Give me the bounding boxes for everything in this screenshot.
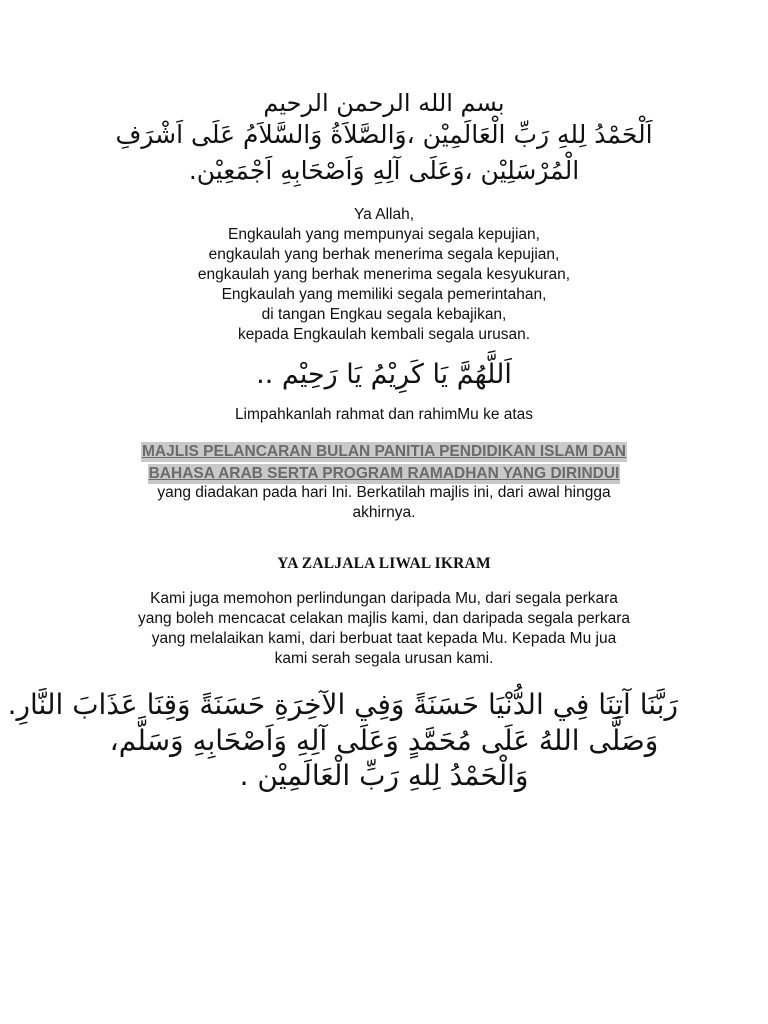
event-name-line: MAJLIS PELANCARAN BULAN PANITIA PENDIDIKAN ISLAM DAN — [142, 443, 626, 460]
praise-line: engkaulah yang berhak menerima segala kesyukuran, — [197, 266, 571, 283]
event-name-highlight — [80, 442, 688, 484]
protection-line: yang boleh mencacat celakan majlis kami, dan daripada segala perkara — [138, 610, 630, 627]
protection-line: Kami juga memohon perlindungan daripada Mu, dari segala perkara — [150, 590, 618, 607]
praise-line: Engkaulah yang memiliki segala pemerintahan, — [221, 286, 547, 303]
event-description-line: yang diadakan pada hari Ini. Berkatilah majlis ini, dari awal hingga — [157, 484, 611, 501]
protection-line: yang melalaikan kami, dari berbuat taat kepada Mu. Kepada Mu jua — [151, 630, 617, 647]
event-description-line: akhirnya. — [352, 504, 416, 521]
closing-dua-line-3: وَالْحَمْدُ لِلهِ رَبِّ الْعَالَمِيْن . — [239, 759, 529, 792]
event-name-line: BAHASA ARAB SERTA PROGRAM RAMADHAN YANG DIRINDUI — [148, 465, 620, 482]
praise-line: di tangan Engkau segala kebajikan, — [261, 306, 507, 323]
basmalah-heading: بسم الله الرحمن الرحيم — [263, 89, 505, 117]
protection-paragraph — [90, 589, 678, 669]
praise-line: engkaulah yang berhak menerima segala kepujian, — [208, 246, 560, 263]
closing-dua-line-2: وَصَلَّى اللهُ عَلَى مُحَمَّدٍ وَعَلَى آلِهِ وَاَصْحَابِهِ وَسَلَّم، — [109, 724, 659, 757]
hamd-line-1: اَلْحَمْدُ لِلهِ رَبِّ الْعَالَمِيْن ،وَالصَّلاَةُ وَالسَّلاَمُ عَلَى اَشْرَفِ — [115, 120, 653, 149]
hamd-line-2: الْمُرْسَلِيْن ،وَعَلَى آلِهِ وَاَصْحَابِهِ اَجْمَعِيْن. — [188, 156, 580, 185]
blessing-request: Limpahkanlah rahmat dan rahimMu ke atas — [234, 406, 534, 423]
event-description — [90, 483, 678, 523]
arabic-plea: اَللَّهُمَّ يَا كَرِيْمُ يَا رَحِيْم .. — [256, 359, 512, 390]
protection-line: kami serah segala urusan kami. — [274, 650, 494, 667]
praise-line: kepada Engkaulah kembali segala urusan. — [237, 326, 531, 343]
praise-paragraph — [90, 205, 678, 345]
praise-line: Ya Allah, — [353, 206, 415, 223]
closing-dua-line-1: رَبَّنَا آتِنَا فِي الدُّنْيَا حَسَنَةً وَفِي الآخِرَةِ حَسَنَةً وَقِنَا عَذَابَ النَّارِ. — [7, 688, 678, 721]
praise-line: Engkaulah yang mempunyai segala kepujian, — [228, 226, 540, 243]
dhikr-heading: YA ZALJALA LIWAL IKRAM — [277, 555, 491, 572]
